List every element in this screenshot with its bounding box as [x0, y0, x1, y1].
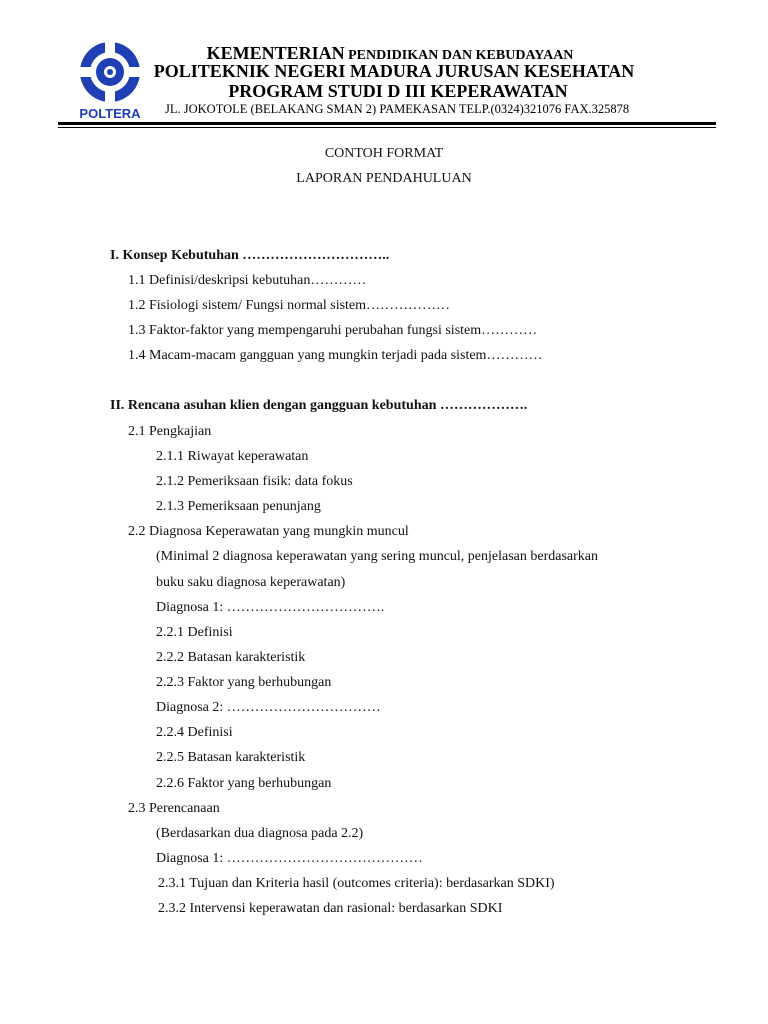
item-1-2: 1.2 Fisiologi sistem/ Fungsi normal sistem……………… — [128, 298, 451, 313]
item-1-4: 1.4 Macam-macam gangguan yang mungkin terjadi pada sistem………… — [128, 348, 543, 363]
program-line: PROGRAM STUDI D III KEPERAWATAN — [228, 81, 568, 101]
item-2-2-2: 2.2.2 Batasan karakteristik — [156, 650, 306, 665]
item-2-2-note-1: (Minimal 2 diagnosa keperawatan yang sering muncul, penjelasan berdasarkan — [156, 549, 599, 564]
item-2-3-1: 2.3.1 Tujuan dan Kriteria hasil (outcomes criteria): berdasarkan SDKI) — [158, 876, 555, 891]
header-rule-thin — [58, 127, 716, 128]
item-2-2-5: 2.2.5 Batasan karakteristik — [156, 750, 306, 765]
item-2-1-2: 2.1.2 Pemeriksaan fisik: data fokus — [156, 474, 353, 489]
address-line: JL. JOKOTOLE (BELAKANG SMAN 2) PAMEKASAN TELP.(0324)321076 FAX.325878 — [165, 102, 630, 116]
item-2-2: 2.2 Diagnosa Keperawatan yang mungkin muncul — [128, 524, 409, 539]
item-2-1-3: 2.1.3 Pemeriksaan penunjang — [156, 499, 321, 514]
item-2-1-1: 2.1.1 Riwayat keperawatan — [156, 449, 309, 464]
section-2-heading: II. Rencana asuhan klien dengan gangguan kebutuhan ………………. — [110, 398, 528, 413]
diagnosa-1-plan: Diagnosa 1: …………………………………… — [156, 851, 423, 866]
item-2-3: 2.3 Perencanaan — [128, 801, 220, 816]
section-1-heading: I. Konsep Kebutuhan ………………………….. — [110, 248, 390, 263]
ministry-rest: PENDIDIKAN DAN KEBUDAYAAN — [344, 48, 574, 63]
diagnosa-2: Diagnosa 2: …………………………… — [156, 700, 381, 715]
item-2-2-note-2: buku saku diagnosa keperawatan) — [156, 575, 346, 590]
item-2-2-3: 2.2.3 Faktor yang berhubungan — [156, 675, 332, 690]
diagnosa-1: Diagnosa 1: ……………………………. — [156, 600, 385, 615]
document-title-2: LAPORAN PENDAHULUAN — [296, 171, 472, 186]
item-2-2-1: 2.2.1 Definisi — [156, 625, 233, 640]
logo-text: POLTERA — [79, 106, 141, 121]
item-2-3-note: (Berdasarkan dua diagnosa pada 2.2) — [156, 826, 364, 841]
institution-line: POLITEKNIK NEGERI MADURA JURUSAN KESEHATAN — [153, 61, 635, 81]
item-1-3: 1.3 Faktor-faktor yang mempengaruhi perubahan fungsi sistem………… — [128, 323, 538, 338]
ministry-word: KEMENTERIAN — [206, 43, 345, 63]
item-2-2-6: 2.2.6 Faktor yang berhubungan — [156, 776, 332, 791]
item-2-2-4: 2.2.4 Definisi — [156, 725, 233, 740]
item-2-3-2: 2.3.2 Intervensi keperawatan dan rasional: berdasarkan SDKI — [158, 901, 503, 916]
document-title-1: CONTOH FORMAT — [324, 146, 444, 161]
header-rule-thick — [58, 122, 716, 125]
item-1-1: 1.1 Definisi/deskripsi kebutuhan………… — [128, 273, 367, 288]
item-2-1: 2.1 Pengkajian — [128, 424, 212, 439]
